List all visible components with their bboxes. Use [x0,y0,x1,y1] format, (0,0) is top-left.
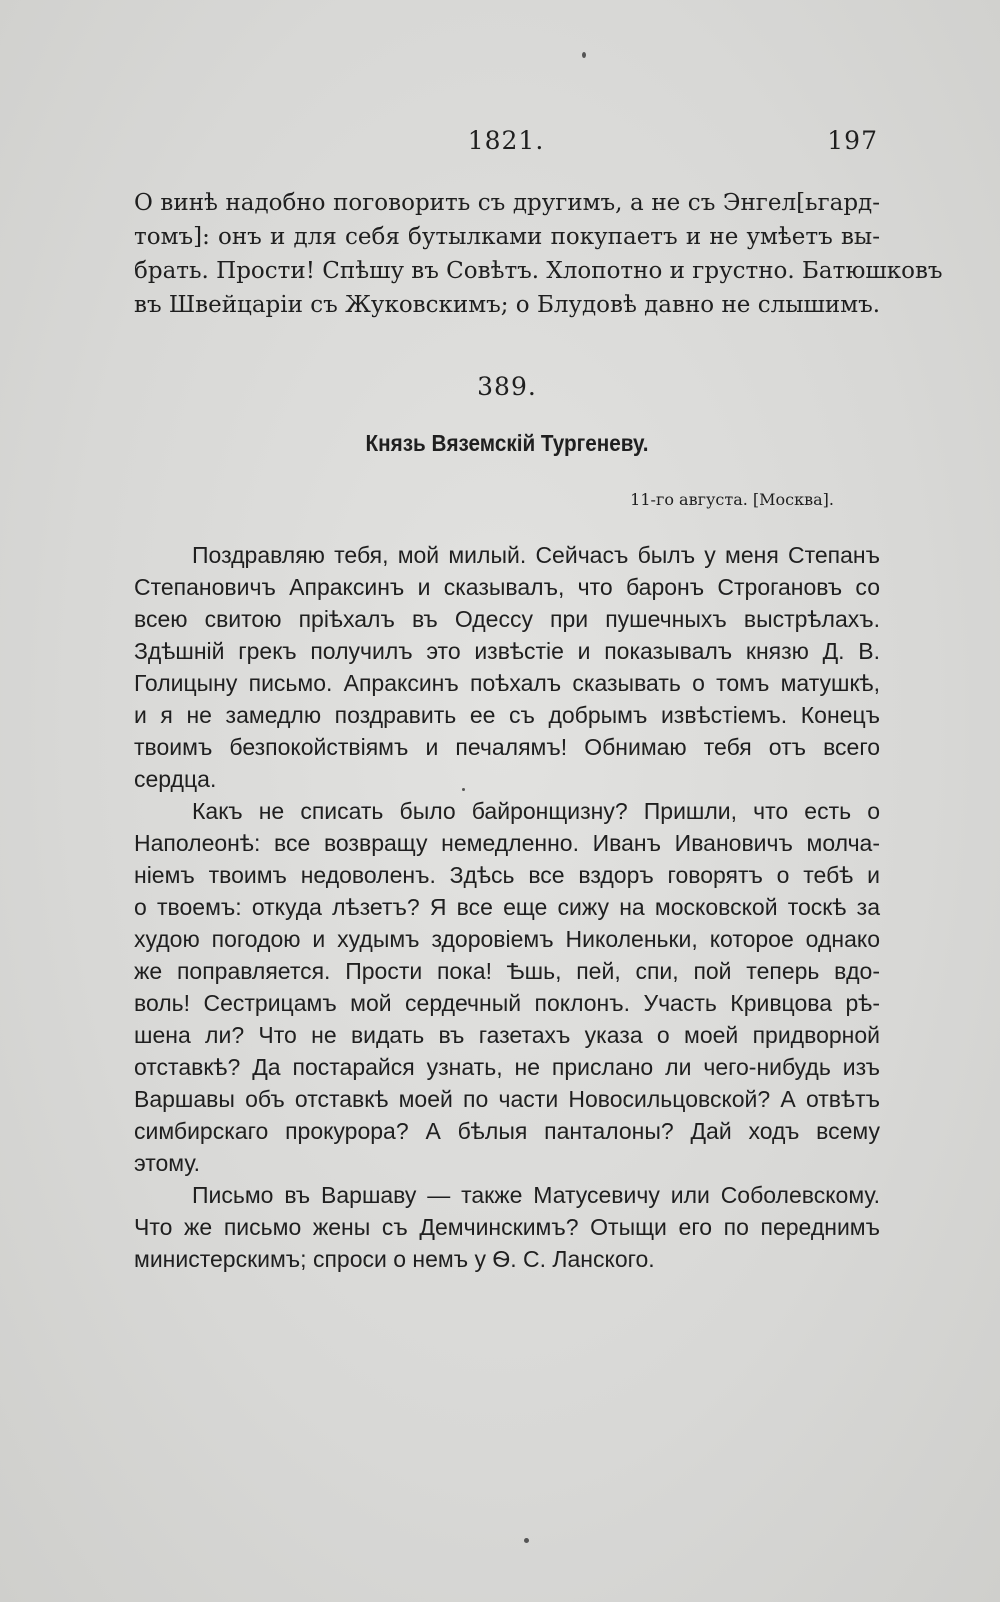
text-line: ніемъ твоимъ недоволенъ. Здѣсь все вздоръ говорятъ о тебѣ и [134,862,880,888]
text-line: томъ]: онъ и для себя бутылками покупаетъ и не умѣетъ вы- [134,224,880,250]
running-head-year: 1821. [467,126,545,155]
text-line: же поправляется. Прости пока! Ѣшь, пей, спи, пой теперь вдо- [134,958,880,984]
text-line: твоимъ безпокойствіямъ и печалямъ! Обнимаю тебя отъ всего [134,734,880,760]
text-line: этому. [134,1150,200,1176]
text-line: о твоемъ: откуда лѣзетъ? Я все еще сижу на московской тоскѣ за [134,894,880,920]
text-line: Письмо въ Варшаву — также Матусевичу или Соболевскому. [192,1182,880,1208]
text-line: Варшавы объ отставкѣ моей по части Новосильцовской? А отвѣтъ [134,1086,880,1112]
page-number: 197 [827,126,878,155]
text-line: воль! Сестрицамъ мой сердечный поклонъ. Участь Кривцова рѣ- [134,990,880,1016]
text-line: Здѣшній грекъ получилъ это извѣстіе и показывалъ князю Д. В. [134,638,880,664]
text-line: министерскимъ; спроси о немъ у Ѳ. С. Ланского. [134,1246,655,1272]
text-line: Какъ не списать было байронщизну? Пришли, что есть о [192,798,880,824]
text-line: симбирскаго прокурора? А бѣлыя панталоны? Дай ходъ всему [134,1118,880,1144]
text-line: Что же письмо жены съ Демчинскимъ? Отыщи его по переднимъ [134,1214,880,1240]
ink-speck [462,788,465,791]
text-line: брать. Прости! Спѣшу въ Совѣтъ. Хлопотно и грустно. Батюшковъ [134,258,943,284]
text-line: Голицыну письмо. Апраксинъ поѣхалъ сказывать о томъ матушкѣ, [134,670,880,696]
letter-body [134,539,880,1275]
ink-speck [582,52,586,58]
text-line: Поздравляю тебя, мой милый. Сейчасъ былъ у меня Степанъ [192,542,880,568]
text-line: и я не замедлю поздравить ее съ добрымъ извѣстіемъ. Конецъ [134,702,880,728]
text-line: О винѣ надобно поговорить съ другимъ, а не съ Энгел[ьгард- [134,190,880,216]
letter-heading: Князь Вяземскій Тургеневу. [365,430,649,456]
text-line: сердца. [134,766,217,792]
letter-date: 11-го августа. [Москва]. [630,490,834,509]
text-line: худою погодою и худымъ здоровіемъ Николеньки, которое однако [134,926,880,952]
text-line: Степановичъ Апраксинъ и сказывалъ, что баронъ Строгановъ со [134,574,880,600]
continuation-paragraph [134,186,943,322]
text-line: отставкѣ? Да постарайся узнать, не прислано ли чего-нибудь изъ [134,1054,880,1080]
text-line: Наполеонѣ: все возвращу немедленно. Иванъ Ивановичъ молча- [134,830,880,856]
ink-speck [524,1538,529,1543]
running-head [134,126,878,166]
letter-number: 389. [477,372,537,401]
text-line: въ Швейцаріи съ Жуковскимъ; о Блудовѣ давно не слышимъ. [134,292,881,318]
text-line: всею свитою пріѣхалъ въ Одессу при пушечныхъ выстрѣлахъ. [134,606,880,632]
text-line: шена ли? Что не видать въ газетахъ указа о моей придворной [134,1022,880,1048]
